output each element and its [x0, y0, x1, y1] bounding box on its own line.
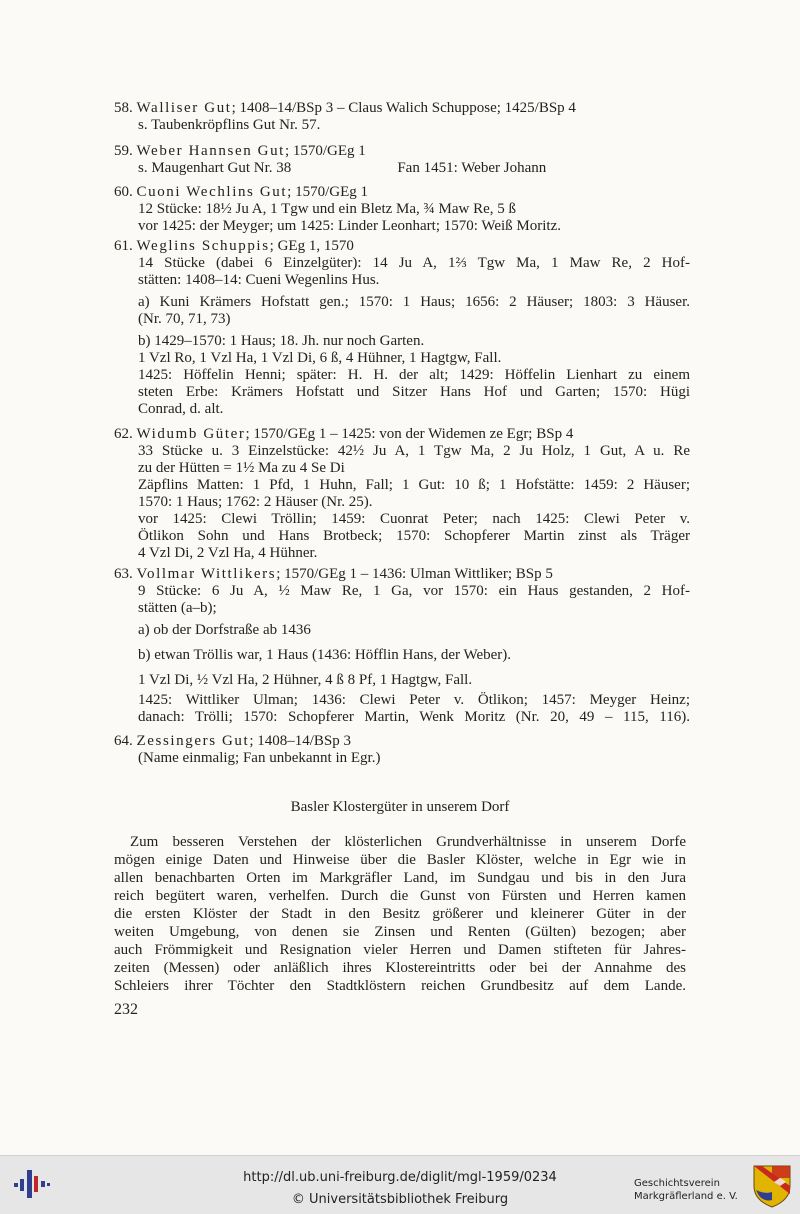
entry-text: stätten (a–b); [138, 600, 217, 616]
entry-text: 1425: Wittliker Ulman; 1436: Clewi Peter v. Ötlikon; 1457: Meyger Heinz; [138, 692, 690, 708]
body-line: Zum besseren Verstehen der klösterlichen Grundverhältnisse in unserem Dorfe [130, 834, 686, 850]
entry-line [114, 750, 690, 767]
entry-title: Weglins Schuppis [136, 238, 270, 254]
entry-title: Vollmar Wittlikers [136, 566, 277, 582]
entry-text: steten Erbe: Krämers Hofstatt und Sitzer Hans Hof und Garten; 1570: Hügi [138, 384, 690, 400]
entry-line [114, 401, 690, 418]
entry-line [114, 443, 690, 460]
entry-text: 4 Vzl Di, 2 Vzl Ha, 4 Hühner. [138, 545, 318, 561]
entry-text: Fan 1451: Weber Johann [397, 160, 547, 176]
body-line: mögen einige Daten und Hinweise über die Basler Klöster, welche in Egr wie in [114, 852, 686, 868]
entry-line [114, 367, 690, 384]
entry-line [114, 184, 690, 201]
copyright-notice: © Universitätsbibliothek Freiburg [291, 1192, 509, 1207]
entry-line [114, 583, 690, 600]
entry-text: ; 1408–14/BSp 3 [249, 733, 351, 749]
body-line: Schleiers ihrer Töchter den Stadtklöstern reichen Grundbesitz auf dem Lande. [114, 978, 686, 994]
entry-text: 63. [114, 566, 137, 582]
entry-line [114, 528, 690, 545]
entry-text: a) ob der Dorfstraße ab 1436 [138, 622, 311, 638]
entry-text: 14 Stücke (dabei 6 Einzelgüter): 14 Ju A, 1⅔ Tgw Ma, 1 Maw Re, 2 Hof- [138, 255, 690, 271]
entry-title: Zessingers Gut [136, 733, 250, 749]
entry-text: 1570: 1 Haus; 1762: 2 Häuser (Nr. 25). [138, 494, 373, 510]
entry-line [114, 272, 690, 289]
entry-text: 58. [114, 100, 137, 116]
entry-title: Walliser Gut [136, 100, 232, 116]
body-line: zeiten (Messen) oder anläßlich ihres Klostereintritts oder bei der Annahme des [114, 960, 686, 976]
entry-line [114, 566, 690, 583]
entry-line [114, 733, 690, 750]
body-line: allen benachbarten Orten im Markgräfler Land, im Sundgau und bis in den Jura [114, 870, 686, 886]
entry-text: ; GEg 1, 1570 [269, 238, 354, 254]
entry-text: 33 Stücke u. 3 Einzelstücke: 42½ Ju A, 1 Tgw Ma, 2 Ju Holz, 1 Gut, A u. Re [138, 443, 690, 459]
entry-text: Zäpflins Matten: 1 Pfd, 1 Huhn, Fall; 1 Gut: 10 ß; 1 Hofstätte: 1459: 2 Häuser; [138, 477, 690, 493]
entry-line [114, 294, 690, 311]
entry-text: danach: Trölli; 1570: Schopferer Martin, Wenk Moritz (Nr. 20, 49 – 115, 116). [138, 709, 690, 725]
entry-text: b) etwan Tröllis war, 1 Haus (1436: Höfflin Hans, der Weber). [138, 647, 511, 663]
entry-text: vor 1425: Clewi Tröllin; 1459: Cuonrat Peter; nach 1425: Clewi Peter v. [138, 511, 690, 527]
entry-text: vor 1425: der Meyger; um 1425: Linder Leonhart; 1570: Weiß Moritz. [138, 218, 562, 234]
entry-line [114, 143, 690, 160]
entry-59 [114, 143, 690, 177]
entry-line [114, 333, 690, 350]
entry-line [114, 622, 690, 639]
entry-text: Ötlikon Sohn und Hans Brotbeck; 1570: Schopferer Martin zinst als Träger [138, 528, 690, 544]
entry-title: Weber Hannsen Gut [136, 143, 285, 159]
entry-62 [114, 426, 690, 562]
entry-line [114, 350, 690, 367]
entry-text: 62. [114, 426, 137, 442]
society-name-line1: Geschichtsverein [634, 1178, 720, 1189]
entry-text: 12 Stücke: 18½ Ju A, 1 Tgw und ein Bletz Ma, ¾ Maw Re, 5 ß [138, 201, 517, 217]
entry-line [114, 100, 690, 117]
entry-text: (Nr. 70, 71, 73) [138, 311, 231, 327]
entry-text: ; 1570/GEg 1 [284, 143, 366, 159]
body-line: die ersten Klöster der Stadt in den Besitz größerer und kleinerer Güter in der [114, 906, 686, 922]
body-line: auch Frömmigkeit und Resignation vieler Herren und Damen stifteten für Jahres- [114, 942, 686, 958]
entry-line [114, 545, 690, 562]
entry-text: 1425: Höffelin Henni; später: H. H. der alt; 1429: Höffelin Lienhart zu einem [138, 367, 690, 383]
entry-text: ; 1570/GEg 1 [287, 184, 368, 200]
entry-text: zu der Hütten = 1½ Ma zu 4 Se Di [138, 460, 345, 476]
entry-text: s. Taubenkröpflins Gut Nr. 57. [138, 117, 321, 133]
entry-line [114, 672, 690, 689]
entry-line [114, 511, 690, 528]
entry-line [114, 426, 690, 443]
entry-line [114, 600, 690, 617]
entry-text: stätten: 1408–14: Cueni Wegenlins Hus. [138, 272, 380, 288]
entry-text: 61. [114, 238, 137, 254]
entry-text: s. Maugenhart Gut Nr. 38 [138, 160, 292, 176]
entry-60 [114, 184, 690, 235]
entry-text: 59. [114, 143, 137, 159]
footer-bar [0, 1155, 800, 1214]
entry-text: ; 1570/GEg 1 – 1436: Ulman Wittliker; BSp 5 [276, 566, 553, 582]
entry-line [114, 117, 690, 134]
entry-line [114, 255, 690, 272]
entry-line [114, 201, 690, 218]
coat-of-arms-icon [752, 1164, 792, 1208]
body-paragraph [114, 833, 686, 995]
entry-line [114, 460, 690, 477]
entry-text: 9 Stücke: 6 Ju A, ½ Maw Re, 1 Ga, vor 1570: ein Haus gestanden, 2 Hof- [138, 583, 690, 599]
entry-61 [114, 238, 690, 418]
entry-line [114, 692, 690, 709]
society-name [634, 1177, 746, 1203]
entry-text: 1 Vzl Di, ½ Vzl Ha, 2 Hühner, 4 ß 8 Pf, 1 Hagtgw, Fall. [138, 672, 473, 688]
entry-line [114, 238, 690, 255]
entry-text: ; 1570/GEg 1 – 1425: von der Widemen ze Egr; BSp 4 [245, 426, 574, 442]
entry-text: (Name einmalig; Fan unbekannt in Egr.) [138, 750, 381, 766]
entry-line [114, 647, 690, 664]
entry-58 [114, 100, 690, 134]
entry-line [114, 494, 690, 511]
society-name-line2: Markgräflerland e. V. [634, 1191, 738, 1202]
entry-text: b) 1429–1570: 1 Haus; 18. Jh. nur noch Garten. [138, 333, 425, 349]
entry-line [114, 160, 690, 177]
entry-64 [114, 733, 690, 767]
entry-text: a) Kuni Krämers Hofstatt gen.; 1570: 1 Haus; 1656: 2 Häuser; 1803: 3 Häuser. [138, 294, 690, 310]
entry-line [114, 709, 690, 726]
entry-line [114, 384, 690, 401]
entry-line [114, 311, 690, 328]
entry-line [114, 477, 690, 494]
section-heading: Basler Klostergüter in unserem Dorf [290, 799, 510, 815]
entry-text: ; 1408–14/BSp 3 – Claus Walich Schuppose; 1425/BSp 4 [231, 100, 576, 116]
entry-text: Conrad, d. alt. [138, 401, 224, 417]
entry-text: 64. [114, 733, 137, 749]
entry-text: 60. [114, 184, 137, 200]
body-line: reich begütert waren, verhelfen. Durch die Gunst von Fürsten und Herren kamen [114, 888, 686, 904]
entry-63 [114, 566, 690, 726]
entry-title: Widumb Güter [136, 426, 246, 442]
page-number: 232 [114, 1001, 138, 1018]
entry-title: Cuoni Wechlins Gut [136, 184, 288, 200]
entry-text: 1 Vzl Ro, 1 Vzl Ha, 1 Vzl Di, 6 ß, 4 Hühner, 1 Hagtgw, Fall. [138, 350, 502, 366]
source-url-link[interactable]: http://dl.ub.uni-freiburg.de/diglit/mgl-1959/0234 [243, 1170, 557, 1185]
body-line: weiten Umgebung, von denen sie Zinsen und Renten (Gülten) bezogen; aber [114, 924, 686, 940]
entry-line [114, 218, 690, 235]
